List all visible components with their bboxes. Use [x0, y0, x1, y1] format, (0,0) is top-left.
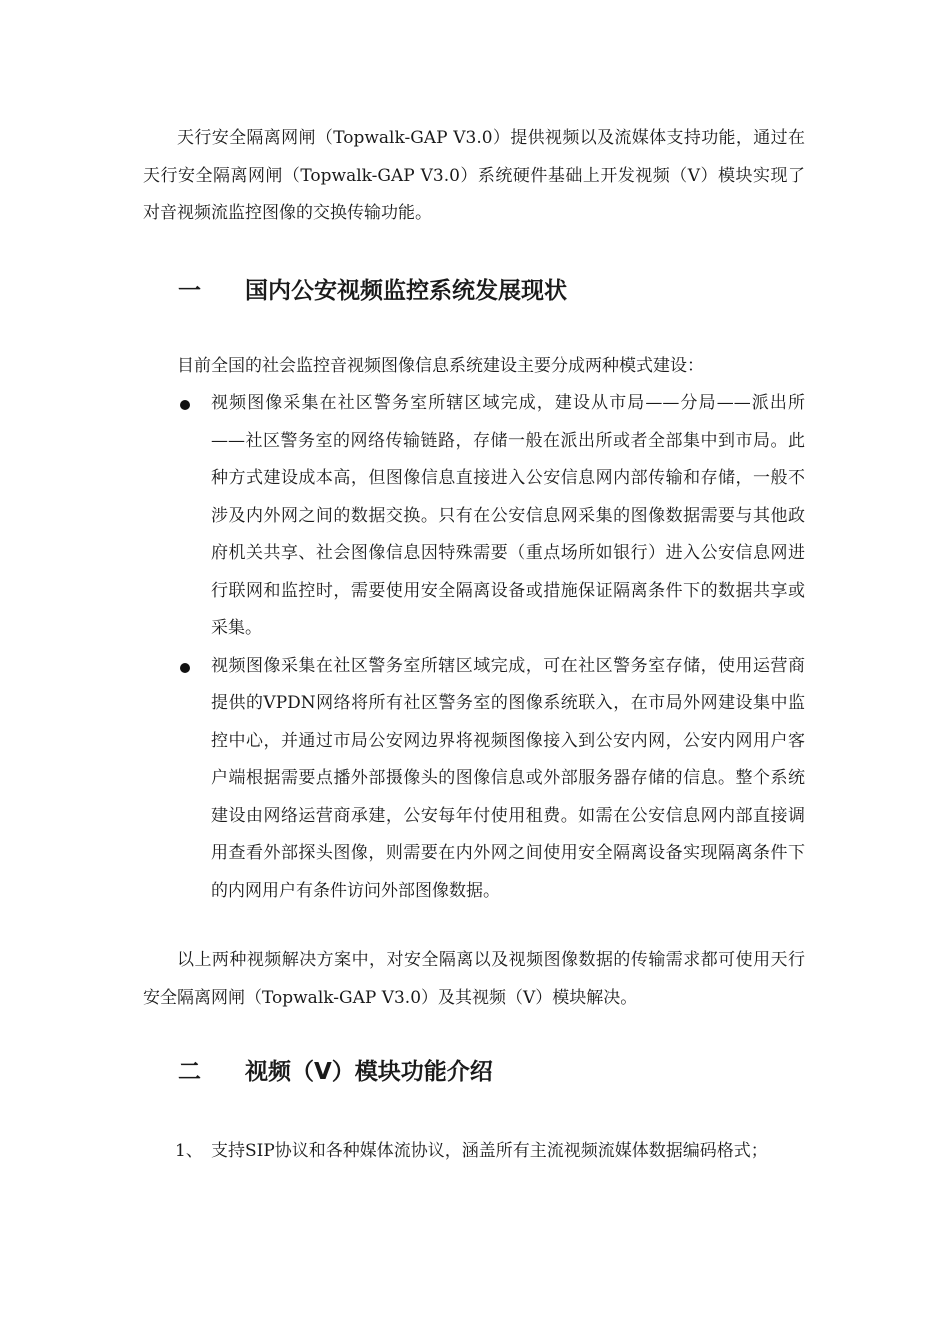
bullet-text: 视频图像采集在社区警务室所辖区域完成，可在社区警务室存储，使用运营商提供的VPDN网络将所有社区警务室的图像系统联入，在市局外网建设集中监控中心，并通过市局公安网边界将视频图像接入到公安内网，公安内网用户客户端根据需要点播外部摄像头的图像信息或外部服务器存储的信息。整个系统建设由网络运营商承建，公安每年付使用租费。如需在公安信息网内部直接调用查看外部探头图像，则需要在内外网之间使用安全隔离设备实现隔离条件下的内网用户有条件访问外部图像数据。 [211, 655, 805, 901]
section-1-bullet-list [178, 385, 805, 910]
list-item [178, 385, 805, 648]
bullet-dot-icon [180, 663, 190, 673]
section-2-item-1 [175, 1133, 832, 1171]
intro-paragraph: 天行安全隔离网闸（Topwalk-GAP V3.0）提供视频以及流媒体支持功能，通过在天行安全隔离网闸（Topwalk-GAP V3.0）系统硬件基础上开发视频（V）模块实现了对音视频流监控图像的交换传输功能。 [143, 128, 805, 223]
section-1-heading [178, 276, 567, 306]
section-1-title: 国内公安视频监控系统发展现状 [245, 278, 567, 304]
section-1-summary: 以上两种视频解决方案中，对安全隔离以及视频图像数据的传输需求都可使用天行安全隔离网闸（Topwalk-GAP V3.0）及其视频（V）模块解决。 [143, 950, 805, 1008]
list-item [178, 648, 805, 911]
bullet-dot-icon [180, 400, 190, 410]
item-text: 支持SIP协议和各种媒体流协议，涵盖所有主流视频流媒体数据编码格式； [211, 1141, 768, 1161]
bullet-text: 视频图像采集在社区警务室所辖区域完成，建设从市局——分局——派出所——社区警务室的网络传输链路，存储一般在派出所或者全部集中到市局。此种方式建设成本高，但图像信息直接进入公安信息网内部传输和存储，一般不涉及内外网之间的数据交换。只有在公安信息网采集的图像数据需要与其他政府机关共享、社会图像信息因特殊需要（重点场所如银行）进入公安信息网进行联网和监控时，需要使用安全隔离设备或措施保证隔离条件下的数据共享或采集。 [211, 393, 805, 638]
item-index: 1、 [175, 1141, 203, 1161]
section-2-title: 视频（V）模块功能介绍 [245, 1059, 493, 1085]
section-1-lead: 目前全国的社会监控音视频图像信息系统建设主要分成两种模式建设： [177, 356, 704, 376]
section-1-number: 一 [178, 278, 201, 304]
section-2-heading [178, 1057, 493, 1087]
section-2-number: 二 [178, 1059, 201, 1085]
